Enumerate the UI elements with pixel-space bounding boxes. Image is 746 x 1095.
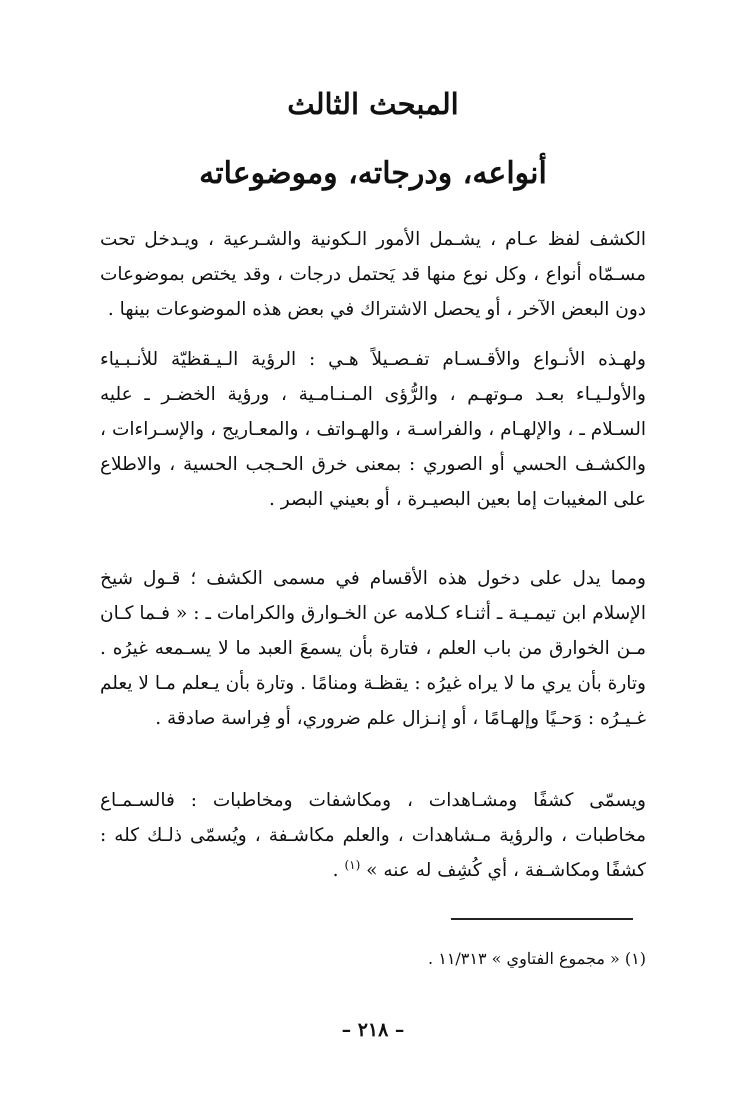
section-subtitle: أنواعه، ودرجاته، وموضوعاته bbox=[199, 156, 547, 191]
paragraph-naming-text: ويسمّى كشفًا ومشـاهدات ، ومكاشفات ومخاطبات : فالسـمـاع مخاطبات ، والرؤية مـشاهدات ، والعلم مكاشـفة ، ويُسمّى ذلـك كله : كشفًا ومكاشـفة ، أي كُشِف له عنه » bbox=[100, 790, 646, 881]
paragraph-definition: الكشف لفظ عـام ، يشـمل الأمور الـكونية والشـرعية ، ويـدخل تحت مسـمّاه أنواع ، وكل نوع منها قد يَحتمل درجات ، وقد يختص بموضوعات دون البعض الآخر ، أو يحصل الاشتراك في بعض هذه الموضوعات بينها . bbox=[100, 229, 646, 320]
footnote-reference: (١) bbox=[344, 857, 361, 872]
footnote: (١) « مجموع الفتاوي » ١١/٣١٣ . bbox=[428, 949, 646, 968]
footnote-divider bbox=[451, 918, 633, 920]
paragraph-naming: ويسمّى كشفًا ومشـاهدات ، ومكاشفات ومخاطبات : فالسـمـاع مخاطبات ، والرؤية مـشاهدات ، والعلم مكاشـفة ، ويُسمّى ذلـك كله : كشفًا ومكاشـفة ، أي كُشِف له عنه » $^{(١)}$ . bbox=[100, 790, 646, 881]
paragraph-types: ولهـذه الأنـواع والأقـسـام تفـصـيلاً هـي : الرؤية الـيـقظيّة للأنـبـياء والأولـيـاء بعـد مـوتهـم ، والرُّؤى المـنـامـية ، ورؤية الخضـر ـ عليه السـلام ـ ، والإلهـام ، والفراسـة ، والهـواتف ، والمعـاريج ، والإسـراءات ، والكشـف الحسي أو الصوري : بمعنى خرق الحـجب الحسية ، والاطلاع على المغيبات إما بعين البصيـرة ، أو بعيني البصر . bbox=[100, 349, 646, 510]
page-number: – ٢١٨ – bbox=[341, 1019, 405, 1041]
paragraph-ibn-taymiyya-quote: ومما يدل على دخول هذه الأقسام في مسمى الكشف ؛ قـول شيخ الإسلام ابن تيمـيـة ـ أثنـاء كـلامه عن الخـوارق والكرامات ـ : « فـما كـان مـن الخوارق من باب العلم ، فتارة بأن يسمعَ العبد ما لا يسـمعه غيرُه . وتارة بأن يري ما لا يراه غيرُه : يقظـة ومنامًا . وتارة بأن يـعلم مـا لا يعلم غـيـرُه : وَحـيًا وإلهـامًا ، أو إنـزال علم ضروري، أو فِراسة صادقة . bbox=[100, 568, 646, 729]
section-title: المبحث الثالث bbox=[287, 87, 459, 121]
